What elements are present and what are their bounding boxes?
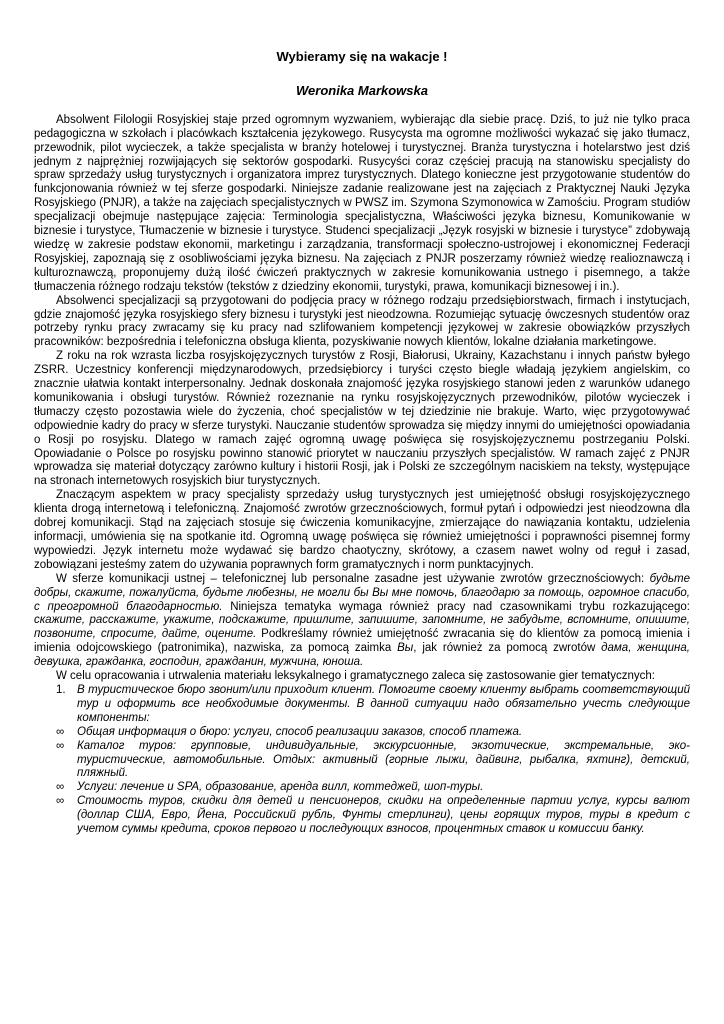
infinity-bullet-icon: ∞ [56, 795, 65, 808]
paragraph [34, 489, 690, 572]
paragraph [34, 295, 690, 351]
exercise-list [34, 684, 690, 837]
list-item [34, 684, 690, 726]
list-item [34, 795, 690, 837]
paragraph-italic-text: скажите, расскажите, укажите, подскажите, пришлите, запишите, запомните, не забудьте, вспомните, опишите, позвоните, спросите, дайте, оцените. [34, 614, 690, 641]
paragraph-text: Znaczącym aspektem w pracy specjalisty sprzedaży usług turystycznych jest umiejętność obsługi rosyjskojęzycznego klienta drogą internetową i telefoniczną. Znajomość zwrotów grzecznościowych, formuł pytań i odpowiedzi jest nieodzowna dla dobrej komunikacji. Stąd na zajęciach stosuje się ćwiczenia komunikacyjne, zmierzające do nawiązania kontaktu, udzielenia informacji, umówienia się na spotkanie itd. Ogromną uwagę poświęca się również umiejętności i poprawności pisemnej formy wypowiedzi. Język internetu może wydawać się bardzo chaotyczny, skrótowy, a czasem nawet wolny od reguł i zasad, zobowiązani jesteśmy zatem do używania poprawnych form gramatycznych i norm punktacyjnych. [34, 489, 690, 571]
paragraph [34, 114, 690, 295]
list-item-text: Стоимость туров, скидки для детей и пенсионеров, скидки на определенные партии услуг, курсы валют (доллар США, Евро, Йена, Российский рубль, Фунты стерлинги), цены горящих туров, туры в кредит с учетом суммы кредита, сроков первого и последующих взносов, процентных ставок и комиссии банку. [77, 795, 690, 836]
paragraph-italic-text: будьте добры, скажите, пожалуйста, будьте любезны, не могли бы Вы мне помочь, благодарю за помощь, огромное спасибо, с преогромной благодарностью. [34, 572, 690, 613]
list-number: 1. [56, 683, 66, 696]
paragraph-text: W celu opracowania i utrwalenia materiału leksykalnego i gramatycznego zaleca się zastosowanie gier tematycznych: [56, 670, 655, 683]
infinity-bullet-icon: ∞ [56, 739, 65, 752]
paragraph-text: , jak również za pomocą zwrotów [413, 642, 602, 655]
document-title: Wybieramy się na wakacje ! [276, 49, 448, 64]
infinity-bullet-icon: ∞ [56, 725, 65, 738]
paragraph [34, 573, 690, 670]
paragraph-italic-text: Вы [397, 642, 414, 655]
paragraph-text: Niniejsza tematyka wymaga również pracy nad czasownikami trybu rozkazującego: [222, 600, 690, 613]
list-item-text: Общая информация о бюро: услуги, способ реализации заказов, способ платежа. [77, 725, 523, 738]
list-item [34, 740, 690, 782]
paragraph-text: Z roku na rok wzrasta liczba rosyjskojęzycznych turystów z Rosji, Białorusi, Ukrainy, Kazachstanu i innych państw byłego ZSRR. Uczestnicy konferencji międzynarodowych, przedsiębiorcy i turyści często biegle władają językiem angielskim, co znacznie ułatwia kontakt interpersonalny. Jednak doskonała znajomość języka rosyjskiego stanowi jeden z warunków udanego komunikowania i obsługi turystów. Również rozeznanie na rynku rosyjskojęzycznych przewodników, pilotów wycieczek i tłumaczy często pozostawia wiele do życzenia, choć specjalistów w tej dziedzinie nie brakuje. Warto, więc przygotowywać odpowiednie kadry do pracy w sferze turystyki. Nauczanie studentów sprowadza się między innymi do umiejętności opowiadania o Rosji po rosyjsku. Dlatego w ramach zajęć ogromną uwagę poświęca się rosyjskojęzycznemu postrzeganiu Polski. Opowiadanie o Polsce po rosyjsku powinno stanowić priorytet w nauczaniu przyszłych specjalistów. W ramach zajęć z PNJR wprowadza się materiał dotyczący zarówno kultury i historii Rosji, jak i Polski ze szczególnym naciskiem na teksty, występujące na stronach internetowych rosyjskich biur turystycznych. [34, 350, 690, 488]
list-item-text: Каталог туров: групповые, индивидуальные, экскурсионные, экзотические, экстремальные, эко-туристические, автомобильные. Отдых: активный (горные лыжи, дайвинг, рыбалка, яхтинг), детский, пляжный. [77, 739, 690, 780]
list-item-text: В туристическое бюро звонит/или приходит клиент. Помогите своему клиенту выбрать соответствующий тур и оформить все необходимые документы. В данной ситуации надо обязательно учесть следующие компоненты: [77, 683, 690, 724]
paragraph [34, 350, 690, 489]
list-item-text: Услуги: лечение и SPA, образование, аренда вилл, коттеджей, шоп-туры. [77, 781, 484, 794]
paragraph-text: Absolwent Filologii Rosyjskiej staje przed ogromnym wyzwaniem, wybierając dla siebie pracę. Dziś, to już nie tylko praca pedagogiczna w szkołach i placówkach kształcenia językowego. Rusycysta ma ogromne możliwości wykazać się jako tłumacz, przewodnik, pilot wycieczek, a także specjalista w branży hotelowej i turystycznej. Branża turystyczna i hotelarstwo jest dziś jednym z najprężniej rozwijających się sektorów gospodarki. Rusycyści coraz częściej pracują na stanowisku specjalisty do spraw sprzedaży usług turystycznych i organizatora imprez turystycznych. Dlatego konieczne jest przygotowanie studentów do funkcjonowania również w tej sferze gospodarki. Niniejsze zadanie realizowane jest na zajęciach z Praktycznej Nauki Języka Rosyjskiego (PNJR), a także na zajęciach specjalistycznych w PWSZ im. Szymona Szymonowica w Zamościu. Program studiów specjalizacji obejmuje następujące zajęcia: Terminologia specjalistyczna, Właściwości języka biznesu, Komunikowanie w biznesie i turystyce, Tłumaczenie w biznesie i turystyce. Studenci specjalizacji „Język rosyjski w biznesie i turystyce” zdobywają wiedzę w zakresie podstaw ekonomii, marketingu i zarządzania, transformacji społeczno-ustrojowej i ekonomicznej Federacji Rosyjskiej, zapoznają się z osobliwościami języka biznesu. Na zajęciach z PNJR poszerzamy również wiedzę realioznawczą i kulturoznawczą, proponujemy dużą ilość ćwiczeń praktycznych w zakresie komunikowania ustnego i pisemnego, a także tłumaczenia różnego rodzaju tekstów (tekstów z dziedziny ekonomii, turystyki, prawa, komunikacji biznesowej i in.). [34, 113, 690, 293]
author-name: Weronika Markowska [296, 82, 428, 98]
infinity-bullet-icon: ∞ [56, 781, 65, 794]
paragraph-italic-text: дама, женщина, девушка, гражданка, господин, гражданин, мужчина, юноша. [34, 642, 690, 669]
paragraph-text: Podkreślamy również umiejętność zwracania się do klientów za pomocą imienia i imienia odojcowskiego (patronimika), nazwiska, za pomocą zaimka [34, 628, 690, 655]
document-body [34, 114, 690, 684]
paragraph [34, 670, 690, 684]
list-item [34, 726, 690, 740]
paragraph-text: Absolwenci specjalizacji są przygotowani do podjęcia pracy w różnego rodzaju przedsiębiorstwach, firmach i instytucjach, gdzie znajomość języka rosyjskiego sfery biznesu i turystyki jest nieodzowna. Rozumiejąc sytuację ówczesnych studentów oraz potrzeby rynku pracy zwracamy się ku pracy nad szlifowaniem kompetencji językowej w zakresie obowiązków przyszłych pracowników: bezpośrednia i telefoniczna obsługa klienta, pozyskiwanie nowych klientów, lokalne działania marketingowe. [34, 294, 690, 349]
list-item [34, 781, 690, 795]
paragraph-text: W sferze komunikacji ustnej – telefonicznej lub personalne zasadne jest używanie zwrotów grzecznościowych: [56, 572, 650, 585]
